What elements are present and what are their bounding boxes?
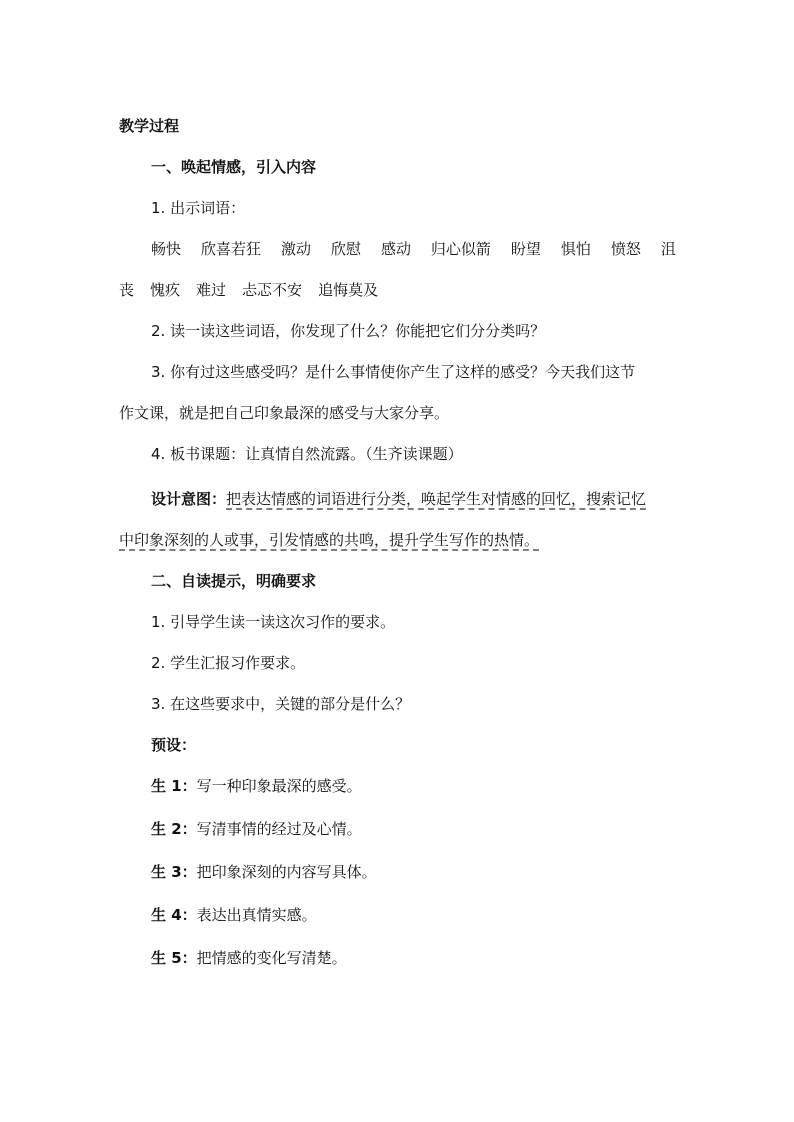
student-answer: 表达出真情实感。 bbox=[196, 906, 317, 924]
section2-item3: 3. 在这些要求中，关键的部分是什么？ bbox=[151, 695, 411, 713]
section1-item1: 1. 出示词语： bbox=[151, 199, 246, 217]
word-item: 盼望 bbox=[510, 240, 541, 258]
word-item: 忐忑不安 bbox=[242, 281, 303, 299]
word-item: 感动 bbox=[380, 240, 411, 258]
student-answer: 写清事情的经过及心情。 bbox=[196, 820, 362, 838]
student-answer: 把印象深刻的内容写具体。 bbox=[196, 863, 377, 881]
word-item: 惧怕 bbox=[560, 240, 591, 258]
design-intent-label: 设计意图： bbox=[151, 490, 227, 508]
word-item: 追悔莫及 bbox=[318, 281, 379, 299]
answer-row bbox=[151, 861, 794, 883]
preset-label: 预设： bbox=[151, 736, 197, 754]
student-label: 生 4： bbox=[151, 906, 197, 924]
section1-item3-line1: 3. 你有过这些感受吗？是什么事情使你产生了这样的感受？今天我们这节 bbox=[151, 363, 636, 381]
section1-title: 一、唤起情感，引入内容 bbox=[151, 158, 317, 176]
answer-row bbox=[151, 818, 794, 840]
word-item: 沮 bbox=[660, 240, 676, 258]
design-intent-line2 bbox=[119, 529, 794, 551]
student-label: 生 5： bbox=[151, 949, 197, 967]
answer-row bbox=[151, 947, 794, 969]
section2-title: 二、自读提示，明确要求 bbox=[151, 572, 317, 590]
section1-item3-line2: 作文课，就是把自己印象最深的感受与大家分享。 bbox=[119, 404, 450, 422]
answer-row bbox=[151, 904, 794, 926]
word-item: 畅快 bbox=[151, 240, 182, 258]
word-item: 欣慰 bbox=[330, 240, 361, 258]
section2-item1: 1. 引导学生读一读这次习作的要求。 bbox=[151, 613, 396, 631]
student-label: 生 2： bbox=[151, 820, 197, 838]
section1-item4: 4. 板书课题：让真情自然流露。（生齐读课题） bbox=[151, 445, 463, 463]
student-label: 生 3： bbox=[151, 863, 197, 881]
design-intent-line1 bbox=[151, 488, 794, 510]
document-heading: 教学过程 bbox=[119, 117, 180, 135]
word-item: 归心似箭 bbox=[430, 240, 491, 258]
design-intent-text: 把表达情感的词语进行分类，唤起学生对情感的回忆，搜索记忆 bbox=[226, 490, 647, 508]
word-item: 愤怒 bbox=[610, 240, 641, 258]
design-intent-text: 中印象深刻的人或事，引发情感的共鸣，提升学生写作的热情。 bbox=[119, 531, 540, 549]
word-item: 难过 bbox=[196, 281, 227, 299]
section1-item2: 2. 读一读这些词语，你发现了什么？你能把它们分分类吗？ bbox=[151, 322, 546, 340]
word-list-row1 bbox=[151, 238, 676, 260]
student-label: 生 1： bbox=[151, 777, 197, 795]
answer-row bbox=[151, 775, 794, 797]
word-item: 丧 bbox=[119, 281, 135, 299]
section2-item2: 2. 学生汇报习作要求。 bbox=[151, 654, 306, 672]
word-item: 愧疚 bbox=[150, 281, 181, 299]
word-item: 激动 bbox=[280, 240, 311, 258]
word-list-row2 bbox=[119, 279, 378, 301]
student-answer: 把情感的变化写清楚。 bbox=[196, 949, 347, 967]
student-answer: 写一种印象最深的感受。 bbox=[196, 777, 362, 795]
word-item: 欣喜若狂 bbox=[200, 240, 261, 258]
